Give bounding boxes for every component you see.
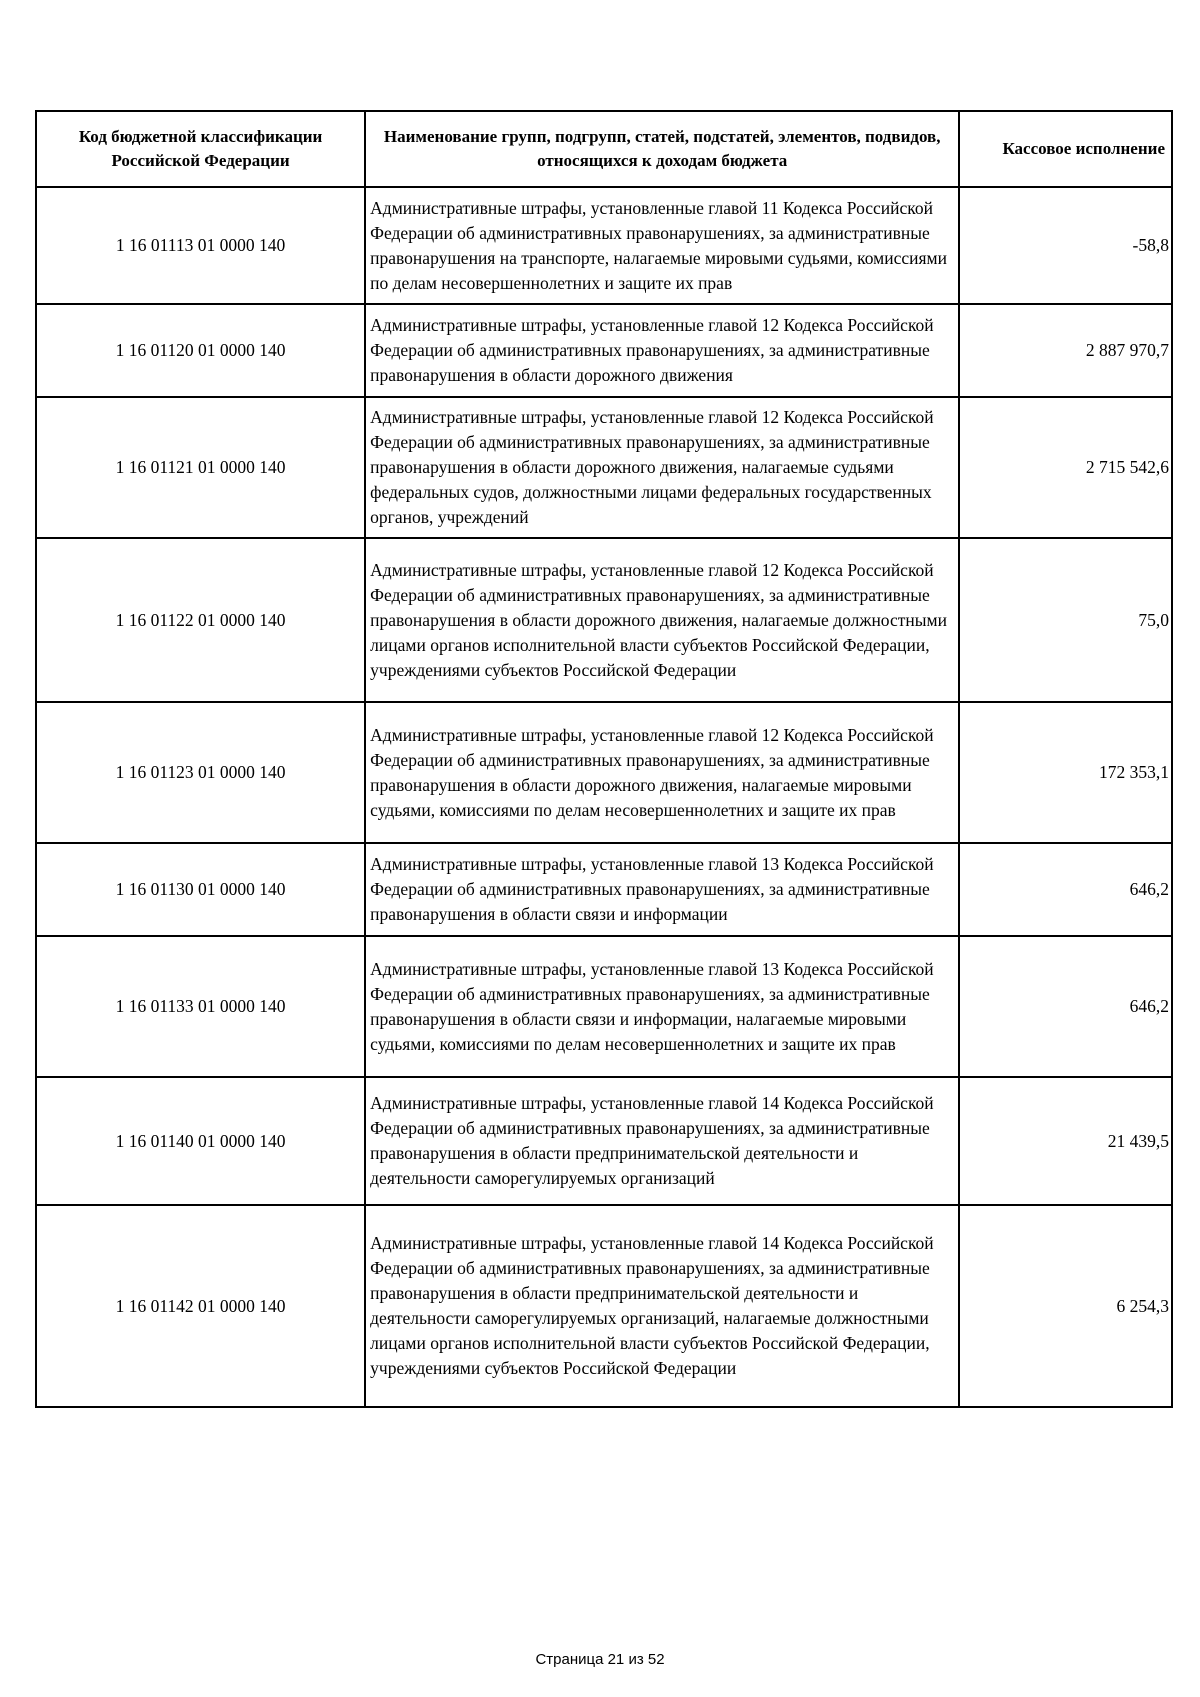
row-code: 1 16 01120 01 0000 140 <box>36 304 365 397</box>
row-amount: 21 439,5 <box>959 1077 1172 1205</box>
row-code: 1 16 01142 01 0000 140 <box>36 1205 365 1407</box>
table-header-row <box>36 111 1172 187</box>
table-row <box>36 843 1172 936</box>
table-row <box>36 304 1172 397</box>
table-row <box>36 702 1172 843</box>
table-row <box>36 187 1172 304</box>
table-row <box>36 397 1172 538</box>
row-code: 1 16 01122 01 0000 140 <box>36 538 365 702</box>
row-amount: 646,2 <box>959 936 1172 1077</box>
row-code: 1 16 01121 01 0000 140 <box>36 397 365 538</box>
row-name: Административные штрафы, установленные главой 13 Кодекса Российской Федерации об административных правонарушениях, за административные правонарушения в области связи и информации, налагаемые мировыми судьями, комиссиями по делам несовершеннолетних и защите их прав <box>365 936 959 1077</box>
row-name: Административные штрафы, установленные главой 12 Кодекса Российской Федерации об административных правонарушениях, за административные правонарушения в области дорожного движения <box>365 304 959 397</box>
table-row <box>36 936 1172 1077</box>
row-amount: 646,2 <box>959 843 1172 936</box>
row-code: 1 16 01123 01 0000 140 <box>36 702 365 843</box>
row-name: Административные штрафы, установленные главой 14 Кодекса Российской Федерации об административных правонарушениях, за административные правонарушения в области предпринимательской деятельности и деятельности саморегулируемых организаций <box>365 1077 959 1205</box>
row-amount: 75,0 <box>959 538 1172 702</box>
row-name: Административные штрафы, установленные главой 12 Кодекса Российской Федерации об административных правонарушениях, за административные правонарушения в области дорожного движения, налагаемые должностными лицами органов исполнительной власти субъектов Российской Федерации, учреждениями субъектов Российской Федерации <box>365 538 959 702</box>
row-name: Административные штрафы, установленные главой 11 Кодекса Российской Федерации об административных правонарушениях, за административные правонарушения на транспорте, налагаемые мировыми судьями, комиссиями по делам несовершеннолетних и защите их прав <box>365 187 959 304</box>
row-amount: 2 887 970,7 <box>959 304 1172 397</box>
table-row <box>36 1205 1172 1407</box>
row-amount: 172 353,1 <box>959 702 1172 843</box>
header-amount: Кассовое исполнение <box>959 111 1172 187</box>
header-name: Наименование групп, подгрупп, статей, подстатей, элементов, подвидов, относящихся к доходам бюджета <box>365 111 959 187</box>
row-amount: 2 715 542,6 <box>959 397 1172 538</box>
table-row <box>36 1077 1172 1205</box>
table-row <box>36 538 1172 702</box>
row-amount: 6 254,3 <box>959 1205 1172 1407</box>
row-code: 1 16 01113 01 0000 140 <box>36 187 365 304</box>
page-number: Страница 21 из 52 <box>535 1651 665 1668</box>
row-amount: -58,8 <box>959 187 1172 304</box>
header-code: Код бюджетной классификации Российской Федерации <box>36 111 365 187</box>
row-code: 1 16 01130 01 0000 140 <box>36 843 365 936</box>
row-code: 1 16 01140 01 0000 140 <box>36 1077 365 1205</box>
row-name: Административные штрафы, установленные главой 13 Кодекса Российской Федерации об административных правонарушениях, за административные правонарушения в области связи и информации <box>365 843 959 936</box>
budget-revenue-table <box>35 110 1173 1408</box>
row-code: 1 16 01133 01 0000 140 <box>36 936 365 1077</box>
row-name: Административные штрафы, установленные главой 12 Кодекса Российской Федерации об административных правонарушениях, за административные правонарушения в области дорожного движения, налагаемые мировыми судьями, комиссиями по делам несовершеннолетних и защите их прав <box>365 702 959 843</box>
row-name: Административные штрафы, установленные главой 14 Кодекса Российской Федерации об административных правонарушениях, за административные правонарушения в области предпринимательской деятельности и деятельности саморегулируемых организаций, налагаемые должностными лицами органов исполнительной власти субъектов Российской Федерации, учреждениями субъектов Российской Федерации <box>365 1205 959 1407</box>
row-name: Административные штрафы, установленные главой 12 Кодекса Российской Федерации об административных правонарушениях, за административные правонарушения в области дорожного движения, налагаемые судьями федеральных судов, должностными лицами федеральных государственных органов, учреждений <box>365 397 959 538</box>
